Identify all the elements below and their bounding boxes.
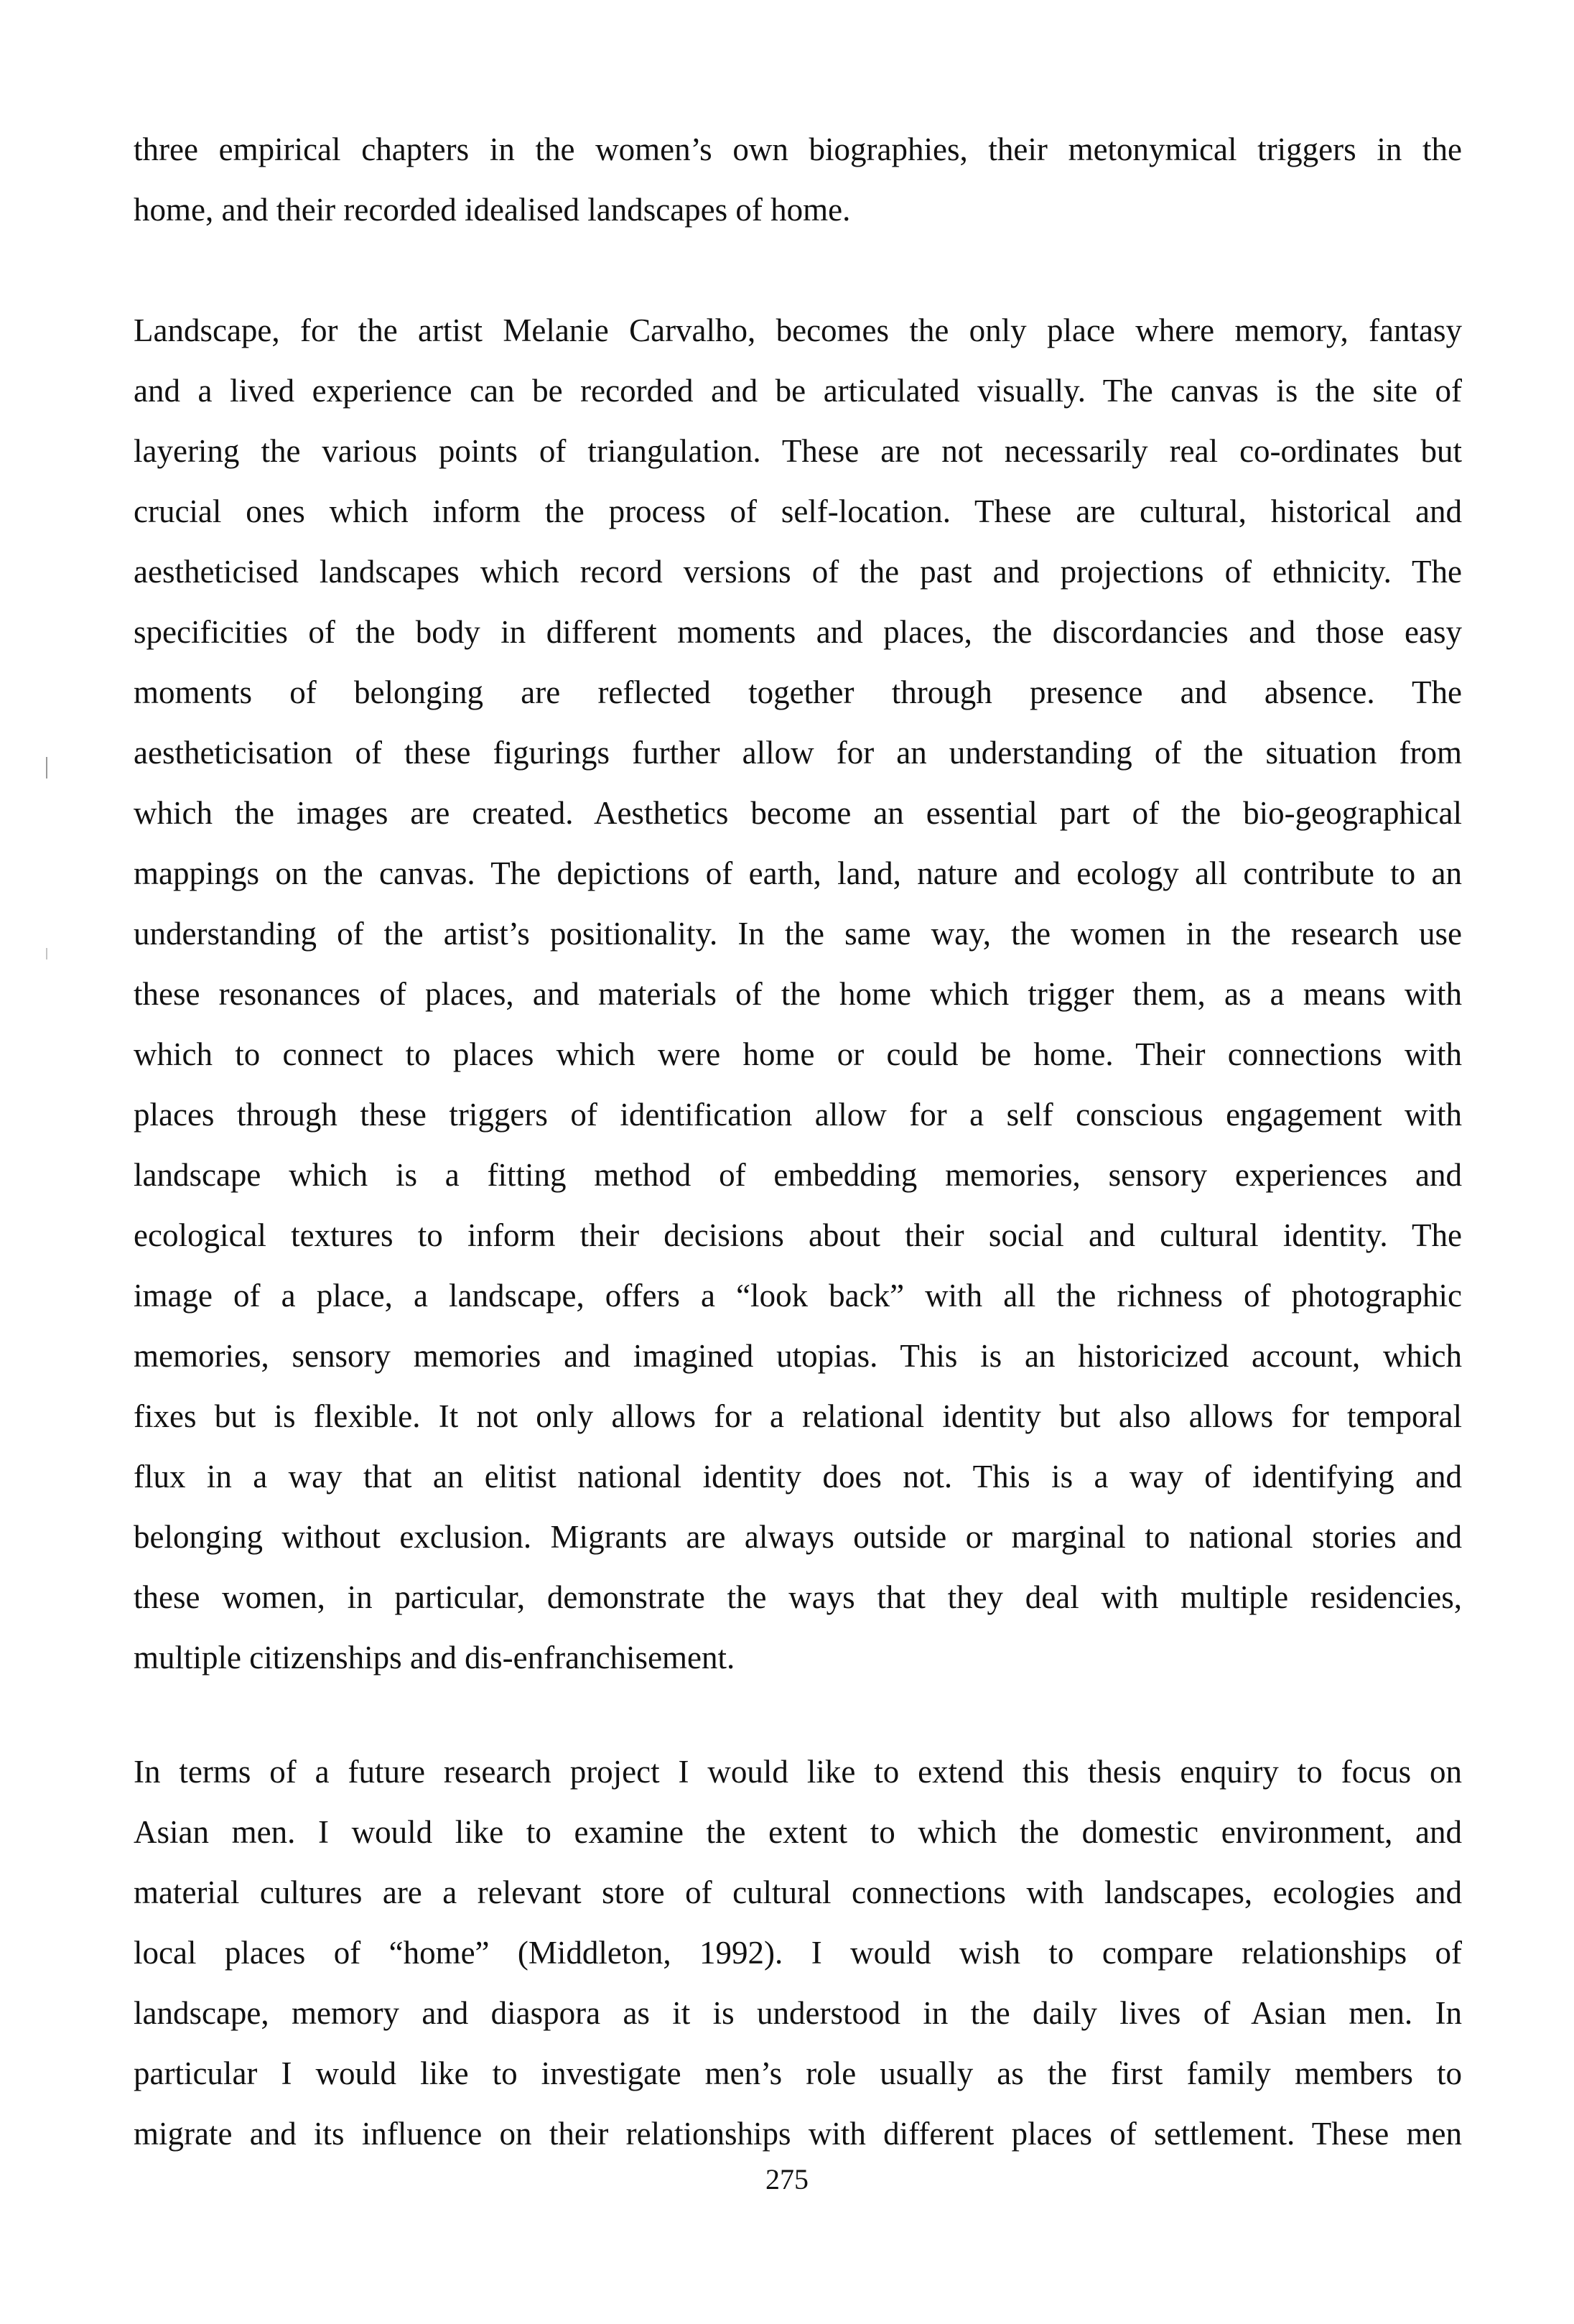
text-line: aestheticised landscapes which record versions of the past and projections of ethnicity. The — [134, 554, 1462, 590]
text-line: three empirical chapters in the women’s own biographies, their metonymical triggers in the — [134, 131, 1462, 167]
text-line: these women, in particular, demonstrate the ways that they deal with multiple residencies, — [134, 1579, 1462, 1615]
text-line: these resonances of places, and materials of the home which trigger them, as a means with — [134, 976, 1462, 1012]
text-line: layering the various points of triangulation. These are not necessarily real co-ordinates but — [134, 433, 1462, 469]
text-line: landscape which is a fitting method of embedding memories, sensory experiences and — [134, 1157, 1462, 1193]
scan-margin-mark — [46, 757, 47, 778]
page-number: 275 — [765, 2163, 809, 2195]
text-line: ecological textures to inform their decisions about their social and cultural identity. The — [134, 1217, 1462, 1253]
text-line: local places of “home” (Middleton, 1992). I would wish to compare relationships of — [134, 1935, 1462, 1971]
text-line: moments of belonging are reflected together through presence and absence. The — [134, 674, 1462, 710]
text-line: understanding of the artist’s positionality. In the same way, the women in the research use — [134, 916, 1462, 952]
text-line: Landscape, for the artist Melanie Carvalho, becomes the only place where memory, fantasy — [134, 312, 1462, 348]
text-line: particular I would like to investigate men’s role usually as the first family members to — [134, 2055, 1462, 2091]
text-line: specificities of the body in different moments and places, the discordancies and those easy — [134, 614, 1462, 650]
text-line: landscape, memory and diaspora as it is understood in the daily lives of Asian men. In — [134, 1995, 1462, 2031]
text-line: mappings on the canvas. The depictions of earth, land, nature and ecology all contribute to an — [134, 855, 1462, 891]
paragraph-landscape — [134, 300, 1462, 1688]
text-line: places through these triggers of identification allow for a self conscious engagement with — [134, 1097, 1462, 1133]
text-line: aestheticisation of these figurings further allow for an understanding of the situation from — [134, 735, 1462, 771]
text-line: which to connect to places which were home or could be home. Their connections with — [134, 1036, 1462, 1072]
scan-margin-mark — [46, 948, 47, 959]
text-line: fixes but is flexible. It not only allows for a relational identity but also allows for temporal — [134, 1398, 1462, 1434]
text-line: image of a place, a landscape, offers a “look back” with all the richness of photographic — [134, 1278, 1462, 1314]
text-line: material cultures are a relevant store of cultural connections with landscapes, ecologies and — [134, 1874, 1462, 1910]
text-line: and a lived experience can be recorded and be articulated visually. The canvas is the site of — [134, 373, 1462, 409]
paragraph-continuation — [134, 119, 1462, 240]
text-line: crucial ones which inform the process of self-location. These are cultural, historical and — [134, 493, 1462, 529]
text-line: migrate and its influence on their relationships with different places of settlement. These men — [134, 2116, 1462, 2152]
text-line: flux in a way that an elitist national identity does not. This is a way of identifying and — [134, 1459, 1462, 1495]
text-line: In terms of a future research project I would like to extend this thesis enquiry to focus on — [134, 1754, 1462, 1790]
text-line: belonging without exclusion. Migrants are always outside or marginal to national stories and — [134, 1519, 1462, 1555]
text-line: Asian men. I would like to examine the extent to which the domestic environment, and — [134, 1814, 1462, 1850]
text-line: memories, sensory memories and imagined utopias. This is an historicized account, which — [134, 1338, 1462, 1374]
text-line: which the images are created. Aesthetics become an essential part of the bio-geographical — [134, 795, 1462, 831]
text-line: multiple citizenships and dis-enfranchisement. — [134, 1640, 735, 1675]
text-line: home, and their recorded idealised landscapes of home. — [134, 192, 851, 228]
paragraph-future-research — [134, 1742, 1462, 2164]
